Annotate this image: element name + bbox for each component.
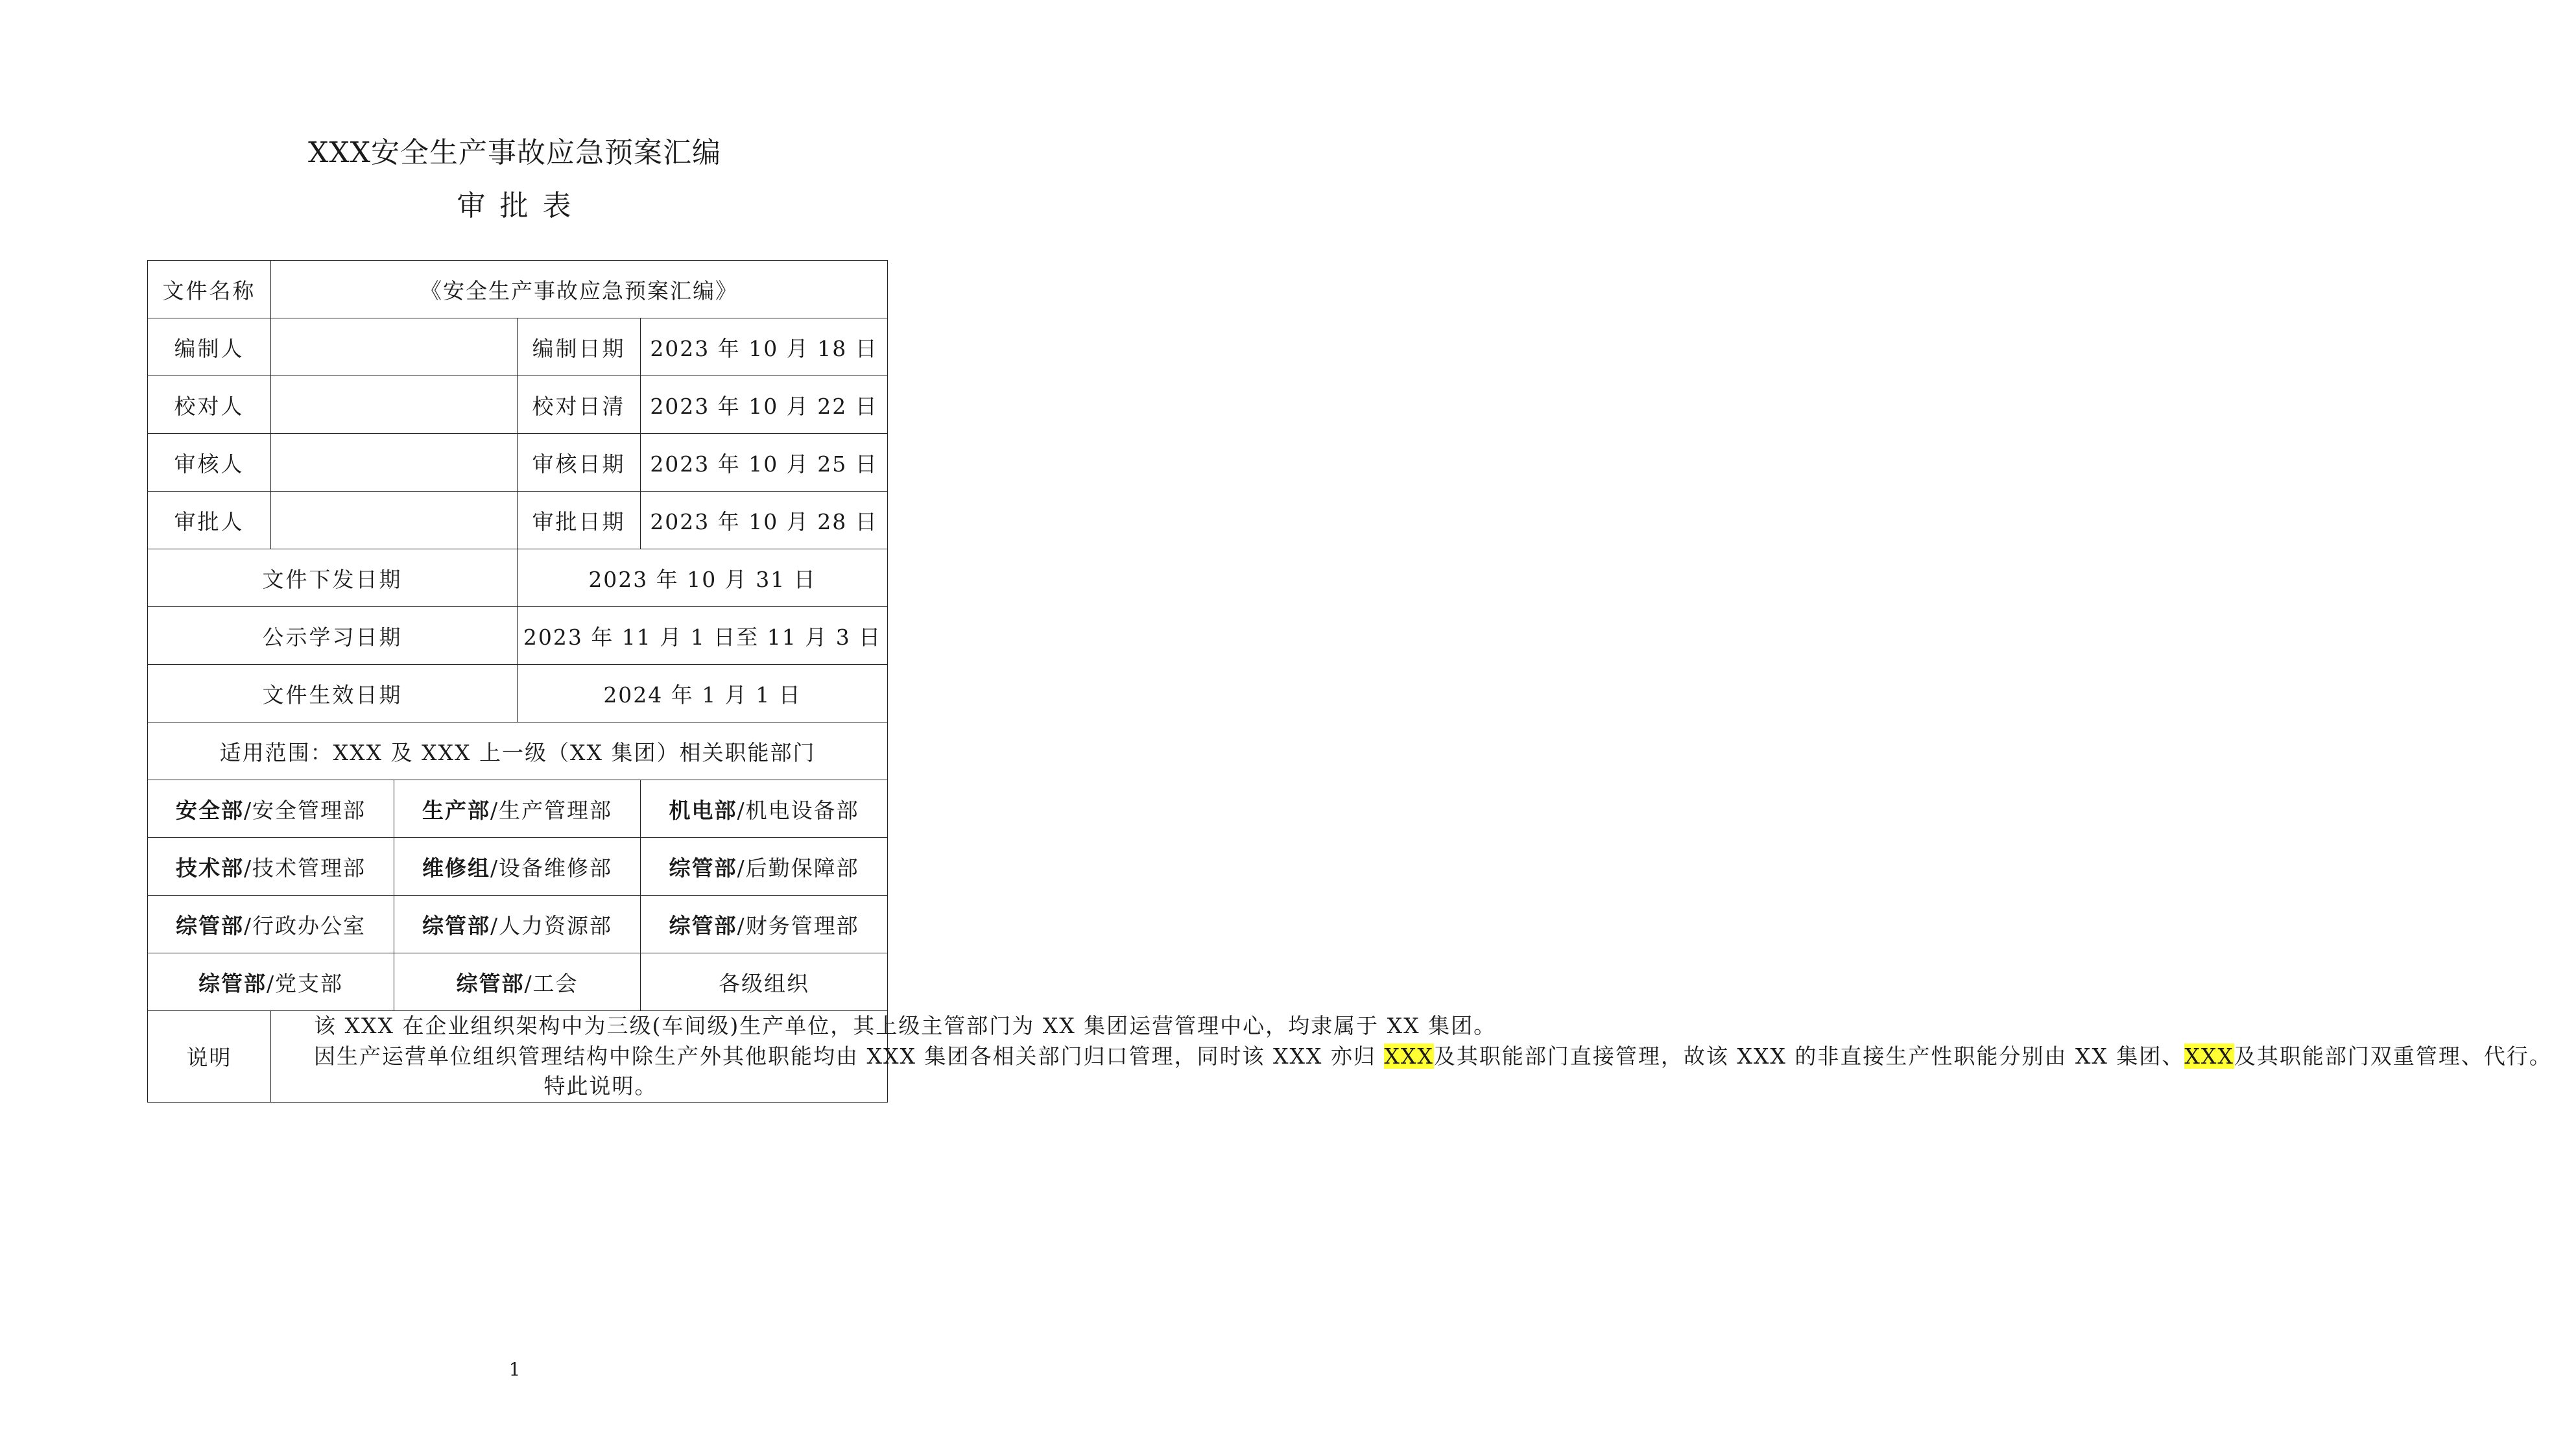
proofreader-label: 校对人 (148, 376, 271, 434)
department-full: /生产管理部 (490, 797, 613, 823)
issue-date-row (148, 549, 888, 607)
effective-date-value: 2024 年 1 月 1 日 (518, 665, 888, 722)
scope-row (148, 722, 888, 780)
study-date-label: 公示学习日期 (148, 607, 518, 665)
file-name-label: 文件名称 (148, 261, 271, 318)
department-cell (148, 896, 394, 953)
approver-row (148, 492, 888, 549)
scope-text: 适用范围：XXX 及 XXX 上一级（XX 集团）相关职能部门 (148, 722, 888, 780)
preparer-row (148, 318, 888, 376)
department-short: 维修组 (422, 855, 490, 881)
review-date-label: 审核日期 (518, 434, 641, 492)
department-short: 技术部 (175, 855, 244, 881)
document-subtitle: 审批表 (457, 189, 586, 222)
reviewer-label: 审核人 (148, 434, 271, 492)
department-full: /财务管理部 (737, 913, 859, 938)
file-name-value: 《安全生产事故应急预案汇编》 (271, 261, 888, 318)
effective-date-row (148, 665, 888, 722)
proofreader-value (271, 376, 518, 434)
department-short: 综管部 (669, 913, 737, 938)
department-cell (641, 896, 888, 953)
department-full: /党支部 (266, 970, 344, 996)
note-label: 说明 (148, 1011, 271, 1103)
note-p2-text-a: 因生产运营单位组织管理结构中除生产外其他职能均由 XXX 集团各相关部门归口管理，同时该 XXX 亦归 (314, 1043, 1385, 1069)
note-paragraph-3: 特此说明。 (543, 1073, 658, 1099)
department-cell (641, 780, 888, 838)
proofread-date-label: 校对日清 (518, 376, 641, 434)
department-full: /后勤保障部 (737, 855, 859, 881)
prepare-date-value: 2023 年 10 月 18 日 (641, 318, 888, 376)
document-title: XXX安全生产事故应急预案汇编 (308, 136, 721, 169)
department-full: /设备维修部 (490, 855, 613, 881)
approve-date-value: 2023 年 10 月 28 日 (641, 492, 888, 549)
department-full: /机电设备部 (737, 797, 859, 823)
department-short: 安全部 (175, 797, 244, 823)
department-cell (394, 838, 641, 896)
department-cell (394, 953, 641, 1011)
department-full: /安全管理部 (243, 797, 366, 823)
department-cell (148, 780, 394, 838)
department-full: /工会 (524, 970, 578, 996)
department-full: /技术管理部 (243, 855, 366, 881)
note-row (148, 1011, 888, 1103)
study-date-value: 2023 年 11 月 1 日至 11 月 3 日 (518, 607, 888, 665)
department-row (148, 780, 888, 838)
department-cell (148, 953, 394, 1011)
preparer-label: 编制人 (148, 318, 271, 376)
note-paragraph-2 (271, 1042, 2552, 1072)
department-full: /行政办公室 (243, 913, 366, 938)
note-p2-text-b: 及其职能部门直接管理，故该 XXX 的非直接生产性职能分别由 XX 集团、 (1433, 1043, 2185, 1069)
file-name-row (148, 261, 888, 318)
department-short: 综管部 (175, 913, 244, 938)
approve-date-label: 审批日期 (518, 492, 641, 549)
reviewer-value (271, 434, 518, 492)
prepare-date-label: 编制日期 (518, 318, 641, 376)
note-paragraph-1: 该 XXX 在企业组织架构中为三级(车间级)生产单位，其上级主管部门为 XX 集团运营管理中心，均隶属于 XX 集团。 (314, 1013, 1497, 1038)
department-cell (394, 896, 641, 953)
page-number: 1 (508, 1359, 521, 1380)
department-cell (394, 780, 641, 838)
department-short: 综管部 (198, 970, 267, 996)
reviewer-row (148, 434, 888, 492)
approver-label: 审批人 (148, 492, 271, 549)
department-short: 综管部 (456, 970, 525, 996)
preparer-value (271, 318, 518, 376)
issue-date-value: 2023 年 10 月 31 日 (518, 549, 888, 607)
note-p2-text-c: 及其职能部门双重管理、代行。 (2234, 1043, 2552, 1069)
study-date-row (148, 607, 888, 665)
approver-value (271, 492, 518, 549)
department-full: 各级组织 (719, 970, 810, 996)
proofread-date-value: 2023 年 10 月 22 日 (641, 376, 888, 434)
department-cell (148, 838, 394, 896)
approval-table (147, 260, 2552, 1103)
department-short: 机电部 (669, 797, 737, 823)
department-short: 综管部 (669, 855, 737, 881)
department-cell (641, 953, 888, 1011)
review-date-value: 2023 年 10 月 25 日 (641, 434, 888, 492)
department-cell (641, 838, 888, 896)
department-full: /人力资源部 (490, 913, 613, 938)
proofreader-row (148, 376, 888, 434)
highlighted-text: XXX (1384, 1043, 1434, 1069)
department-row (148, 896, 888, 953)
department-short: 生产部 (422, 797, 490, 823)
department-row (148, 953, 888, 1011)
effective-date-label: 文件生效日期 (148, 665, 518, 722)
department-short: 综管部 (422, 913, 490, 938)
department-row (148, 838, 888, 896)
highlighted-text: XXX (2184, 1043, 2234, 1069)
note-body (271, 1011, 2552, 1103)
issue-date-label: 文件下发日期 (148, 549, 518, 607)
